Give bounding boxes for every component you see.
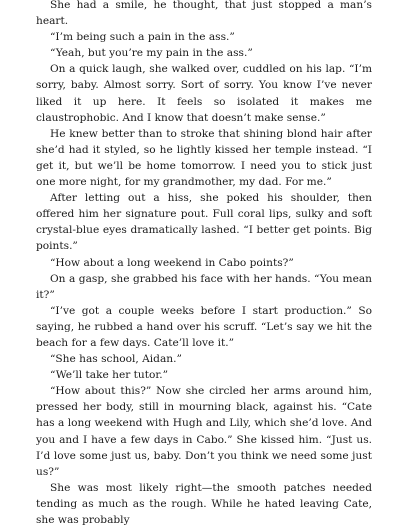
document-page <box>36 0 372 526</box>
paragraph-3: “Yeah, but you’re my pain in the ass.” <box>50 47 253 60</box>
paragraph-9: “I’ve got a couple weeks before I start production.” So saying, he rubbed a hand over his scruff. “Let’s say we hit the beach for a few days. Cate’ll love it.” <box>36 304 372 349</box>
paragraph-13: She was most likely right—the smooth patches needed tending as much as the rough. While he hated leaving Cate, she was probably <box>36 481 372 526</box>
paragraph-7: “How about a long weekend in Cabo points?” <box>50 256 294 269</box>
paragraph-10: “She has school, Aidan.” <box>50 353 182 366</box>
paragraph-1: She had a smile, he thought, that just stopped a man’s heart. <box>36 0 372 28</box>
paragraph-12: “How about this?” Now she circled her arms around him, pressed her body, still in mourning black, against his. “Cate has a long weekend with Hugh and Lily, which she’d love. And you and I have a few days in Cabo.” She kissed him. “Just us. I’d love some just us, baby. Don’t you think we need some just us?” <box>36 385 372 478</box>
paragraph-6: After letting out a hiss, she poked his shoulder, then offered him her signature pout. Full coral lips, sulky and soft crystal-blue eyes dramatically lashed. “I better get points. Big points.” <box>36 192 372 253</box>
paragraph-5: He knew better than to stroke that shining blond hair after she’d had it styled, so he lightly kissed her temple instead. “I get it, but we’ll be home tomorrow. I need you to stick just one more night, for my grandmother, my dad. For me.” <box>36 127 372 189</box>
paragraph-2: “I’m being such a pain in the ass.” <box>50 31 235 44</box>
paragraph-11: “We’ll take her tutor.” <box>50 369 169 382</box>
paragraph-4: On a quick laugh, she walked over, cuddled on his lap. “I’m sorry, baby. Almost sorry. Sort of sorry. You know I’ve never liked it up here. It feels so isolated it makes me claustrophobic. And I know that doesn’t make sense.” <box>36 63 372 124</box>
paragraph-8: On a gasp, she grabbed his face with her hands. “You mean it?” <box>36 272 372 301</box>
